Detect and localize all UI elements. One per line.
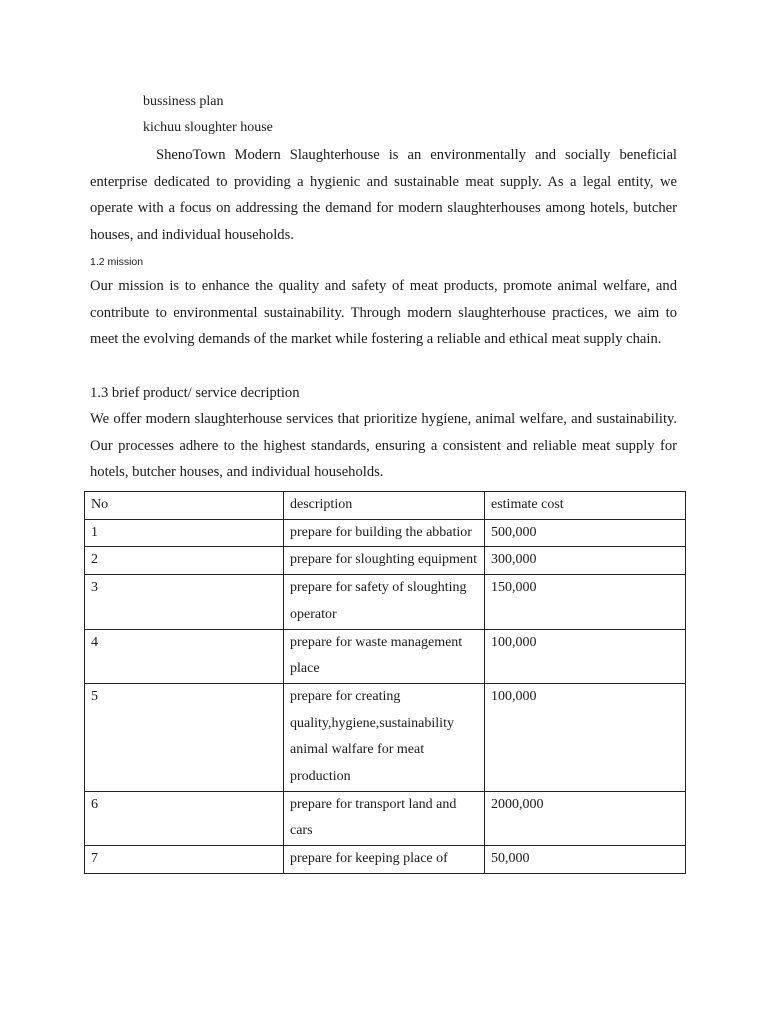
row-cost: 150,000 bbox=[485, 575, 686, 629]
row-no: 5 bbox=[85, 683, 284, 791]
row-description: prepare for sloughting equipment bbox=[284, 547, 485, 575]
row-no: 2 bbox=[85, 547, 284, 575]
row-description: prepare for keeping place of bbox=[284, 846, 485, 874]
table-header-row bbox=[85, 492, 686, 520]
row-cost: 300,000 bbox=[485, 547, 686, 575]
intro-paragraph: ShenoTown Modern Slaughterhouse is an environmentally and socially beneficial enterprise dedicated to providing a hygienic and sustainable meat supply. As a legal entity, we operate with a focus on addressing the demand for modern slaughterhouses among hotels, butcher houses, and individual households. bbox=[90, 147, 677, 243]
row-no: 4 bbox=[85, 629, 284, 683]
row-description: prepare for building the abbatior bbox=[284, 519, 485, 547]
row-description: prepare for waste management place bbox=[284, 629, 485, 683]
row-cost: 2000,000 bbox=[485, 791, 686, 845]
table-row bbox=[85, 791, 686, 845]
document-title: bussiness plan bbox=[143, 94, 224, 109]
row-no: 3 bbox=[85, 575, 284, 629]
row-no: 1 bbox=[85, 519, 284, 547]
header-no: No bbox=[85, 492, 284, 520]
product-paragraph: We offer modern slaughterhouse services that prioritize hygiene, animal welfare, and sustainability. Our processes adhere to the highest standards, ensuring a consistent and reliable meat supply for hotels, butcher houses, and individual households. bbox=[90, 411, 677, 481]
row-cost: 100,000 bbox=[485, 629, 686, 683]
table-row bbox=[85, 846, 686, 874]
document-subtitle: kichuu sloughter house bbox=[143, 120, 273, 135]
row-description: prepare for transport land and cars bbox=[284, 791, 485, 845]
row-cost: 500,000 bbox=[485, 519, 686, 547]
cost-estimate-table bbox=[84, 491, 686, 874]
table-row bbox=[85, 683, 686, 791]
product-heading: 1.3 brief product/ service decription bbox=[90, 385, 300, 401]
row-description: prepare for safety of sloughting operator bbox=[284, 575, 485, 629]
row-cost: 100,000 bbox=[485, 683, 686, 791]
mission-paragraph: Our mission is to enhance the quality and safety of meat products, promote animal welfare, and contribute to environmental sustainability. Through modern slaughterhouse practices, we aim to meet the evolving demands of the market while fostering a reliable and ethical meat supply chain. bbox=[90, 278, 677, 348]
mission-heading: 1.2 mission bbox=[90, 256, 144, 268]
header-description: description bbox=[284, 492, 485, 520]
table-row bbox=[85, 629, 686, 683]
header-estimate-cost: estimate cost bbox=[485, 492, 686, 520]
row-cost: 50,000 bbox=[485, 846, 686, 874]
table-row bbox=[85, 547, 686, 575]
table-row bbox=[85, 575, 686, 629]
table-row bbox=[85, 519, 686, 547]
row-no: 7 bbox=[85, 846, 284, 874]
row-description: prepare for creating quality,hygiene,sustainability animal walfare for meat production bbox=[284, 683, 485, 791]
row-no: 6 bbox=[85, 791, 284, 845]
